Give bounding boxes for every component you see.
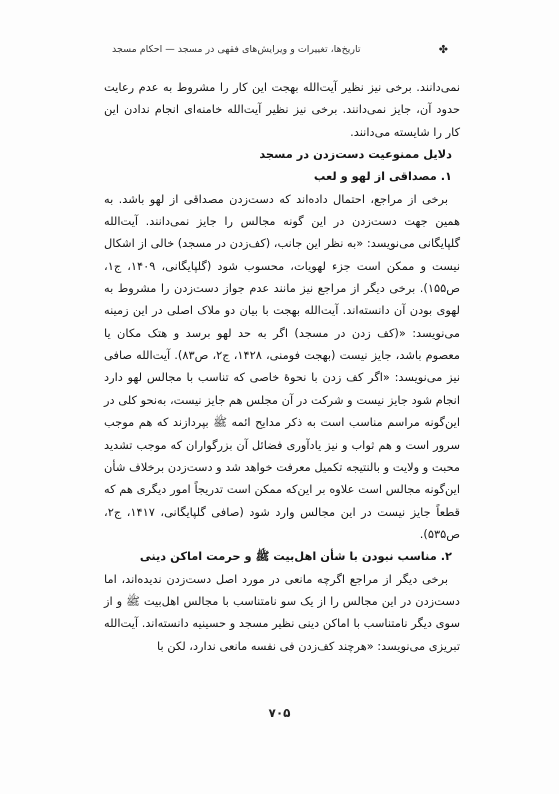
page-number: ۷۰۵ — [268, 706, 291, 720]
section-heading: دلایل ممنوعیت دست‌زدن در مسجد — [259, 147, 452, 162]
running-header-title: تاریخ‌ها، تغییرات و ویرایش‌های فقهی در مسجد — احکام مسجد — [112, 43, 361, 55]
subsection-heading-2: ۲. مناسب نبودن با شأن اهل‌بیت ﷺ و حرمت اماکن دینی — [139, 549, 452, 564]
book-icon: ✤ — [438, 42, 448, 56]
paragraph-2: برخی دیگر از مراجع اگرچه مانعی در مورد اصل دست‌زدن ندیده‌اند، اما دست‌زدن در این مجالس را از یک سو نامتناسب با مجالس اهل‌بیت ﷺ و از سوی دیگر نامتناسب با اماکن دینی نظیر مسجد و حسینیه دانسته‌اند. آیت‌الله تبریزی می‌نویسد: «هرچند کف‌زدن فی نفسه مانعی ندارد، لکن با — [104, 571, 460, 653]
subsection-heading-1: ۱. مصداقی از لهو و لعب — [313, 169, 452, 184]
running-header — [112, 40, 448, 58]
body-text — [104, 76, 460, 657]
intro-paragraph: نمی‌دانند. برخی نیز نظیر آیت‌الله بهجت این کار را مشروط به عدم رعایت حدود آن، جایز نمی‌دانند. برخی نیز نظیر آیت‌الله خامنه‌ای انجام ندادن این کار را شایسته می‌دانند. — [104, 80, 460, 139]
paragraph-1: برخی از مراجع، احتمال داده‌اند که دست‌زدن مصداقی از لهو باشد. به همین جهت دست‌زدن در این گونه مجالس را جایز نمی‌دانند. آیت‌الله گلپایگانی می‌نویسد: «به نظر این جانب، (کف‌زدن در مسجد) خالی از اشکال نیست و ممکن است جزء لهویات، محسوب شود (گلپایگانی، ۱۴۰۹، ج۱، ص۱۵۵). برخی دیگر از مراجع نیز مانند عدم جواز دست‌زدن را مشروط به لهوی بودن آن دانسته‌اند. آیت‌الله بهجت با بیان دو ملاک اصلی در این زمینه می‌نویسد: «(کف زدن در مسجد) اگر به حد لهو برسد و هتک مکان یا معصوم باشد، جایز نیست (بهجت فومنی، ۱۴۲۸، ج۲، ص۸۳). آیت‌الله صافی نیز می‌نویسد: «اگر کف زدن با نحوهٔ خاصی که تناسب با مجالس لهو دارد انجام شود جایز نیست و شرکت در آن مجلس هم جایز نیست، به‌نحو کلی در این‌گونه مراسم مناسب است به ذکر مدایح ائمه ﷺ بپردازند که هم موجب سرور است و هم ثواب و نیز یادآوری فضائل آن بزرگواران که موجب تشدید محبت و ولایت و بالنتیجه تکمیل معرفت خواهد شد و دست‌زدن برخلاف شأن این‌گونه مجالس است علاوه بر این‌که ممکن است تدریجاً امور دیگری هم که قطعاً جایز نیست در این مجالس وارد شود (صافی گلپایگانی، ۱۴۱۷، ج۲، ص۵۳۵). — [103, 191, 461, 541]
